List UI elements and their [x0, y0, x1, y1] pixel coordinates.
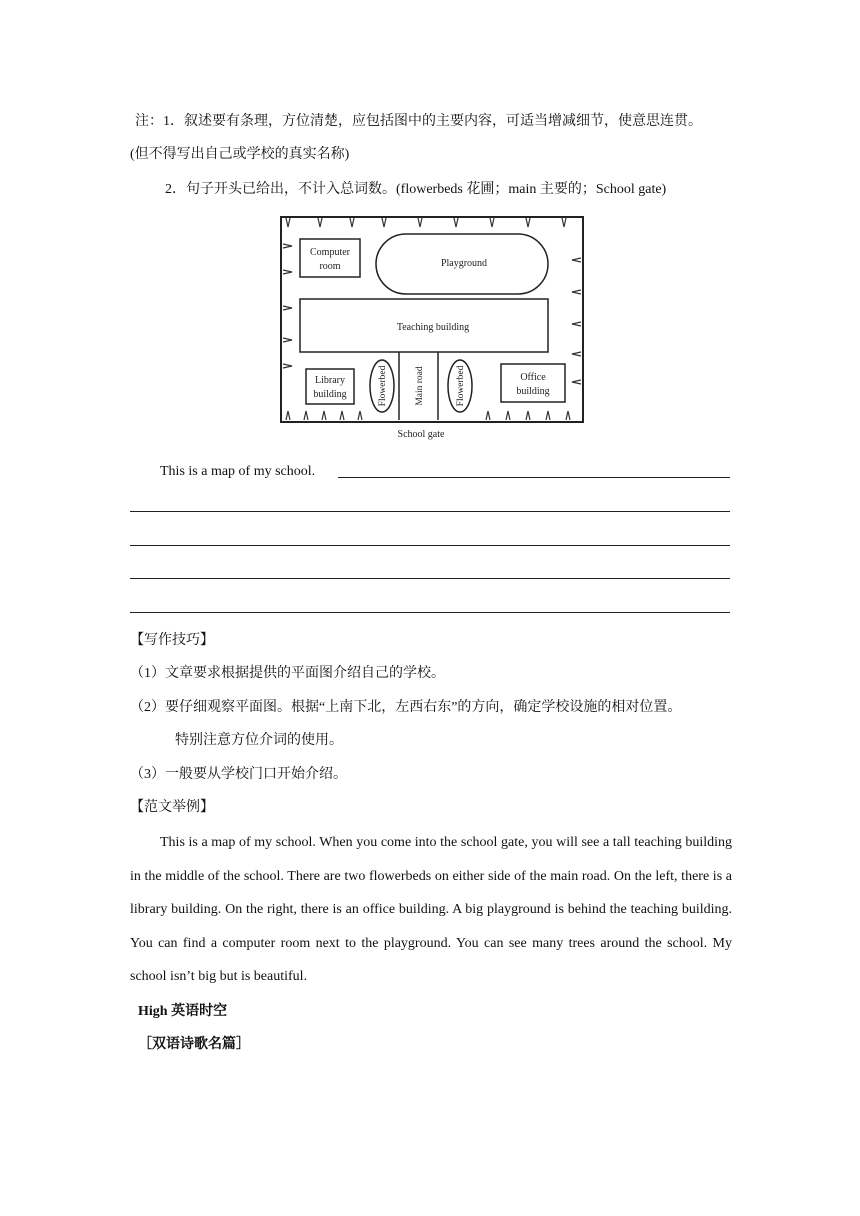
- trees-right: [572, 258, 581, 384]
- answer-line-1[interactable]: [338, 477, 730, 478]
- writing-prompt: This is a map of my school.: [160, 464, 316, 479]
- answer-line-4[interactable]: [130, 578, 730, 579]
- note-2: 2．句子开头已给出，不计入总词数。(flowerbeds 花圃；main 主要的；School gate): [165, 182, 667, 197]
- note-1-line-1: 注：1．叙述要有条理，方位清楚，应包括图中的主要内容，可适当增减细节，使意思连贯。: [135, 114, 702, 129]
- section-title-en: High: [138, 1004, 168, 1019]
- trees-left: [283, 244, 292, 368]
- teaching-building-label: Teaching building: [396, 322, 470, 333]
- computer-room-label-2: room: [319, 261, 341, 272]
- section-title-cn: 英语时空: [167, 1004, 228, 1019]
- library-label-2: building: [313, 389, 347, 400]
- section-title: [138, 1003, 227, 1021]
- answer-line-3[interactable]: [130, 545, 730, 546]
- note-1-line-2: (但不得写出自己或学校的真实名称): [130, 147, 350, 162]
- playground-label: Playground: [440, 258, 488, 269]
- tip-2-continued: 特别注意方位介词的使用。: [175, 733, 343, 748]
- trees-bottom: [286, 411, 570, 420]
- answer-line-5[interactable]: [130, 612, 730, 613]
- subsection-title: ［双语诗歌名篇］: [138, 1037, 250, 1052]
- school-map-drawing: [278, 214, 586, 442]
- tips-heading: 【写作技巧】: [130, 633, 214, 648]
- office-label-1: Office: [520, 372, 546, 383]
- tip-2: （2）要仔细观察平面图。根据“上南下北，左西右东”的方向，确定学校设施的相对位置。: [130, 700, 682, 715]
- main-road-label: Main road: [415, 366, 425, 406]
- school-map: [278, 214, 586, 442]
- trees-top: [286, 218, 566, 227]
- sample-essay: This is a map of my school. When you come into the school gate, you will see a tall teaching building in the middle of the school. There are two flowerbeds on either side of the main road. On the left, there is a library building. On the right, there is an office building. A big playground is behind the teaching building. You can find a computer room next to the playground. You can see many trees around the school. My school isn’t big but is beautiful.: [130, 835, 732, 984]
- school-gate-label: School gate: [397, 429, 445, 440]
- answer-line-2[interactable]: [130, 511, 730, 512]
- flowerbed-left-label: Flowerbed: [378, 365, 388, 407]
- computer-room-label-1: Computer: [310, 247, 350, 258]
- sample-heading: 【范文举例】: [130, 800, 214, 815]
- flowerbed-right-label: Flowerbed: [456, 365, 466, 407]
- office-label-2: building: [516, 386, 550, 397]
- library-label-1: Library: [315, 375, 345, 386]
- tip-1: （1）文章要求根据提供的平面图介绍自己的学校。: [130, 666, 445, 681]
- tip-3: （3）一般要从学校门口开始介绍。: [130, 767, 347, 782]
